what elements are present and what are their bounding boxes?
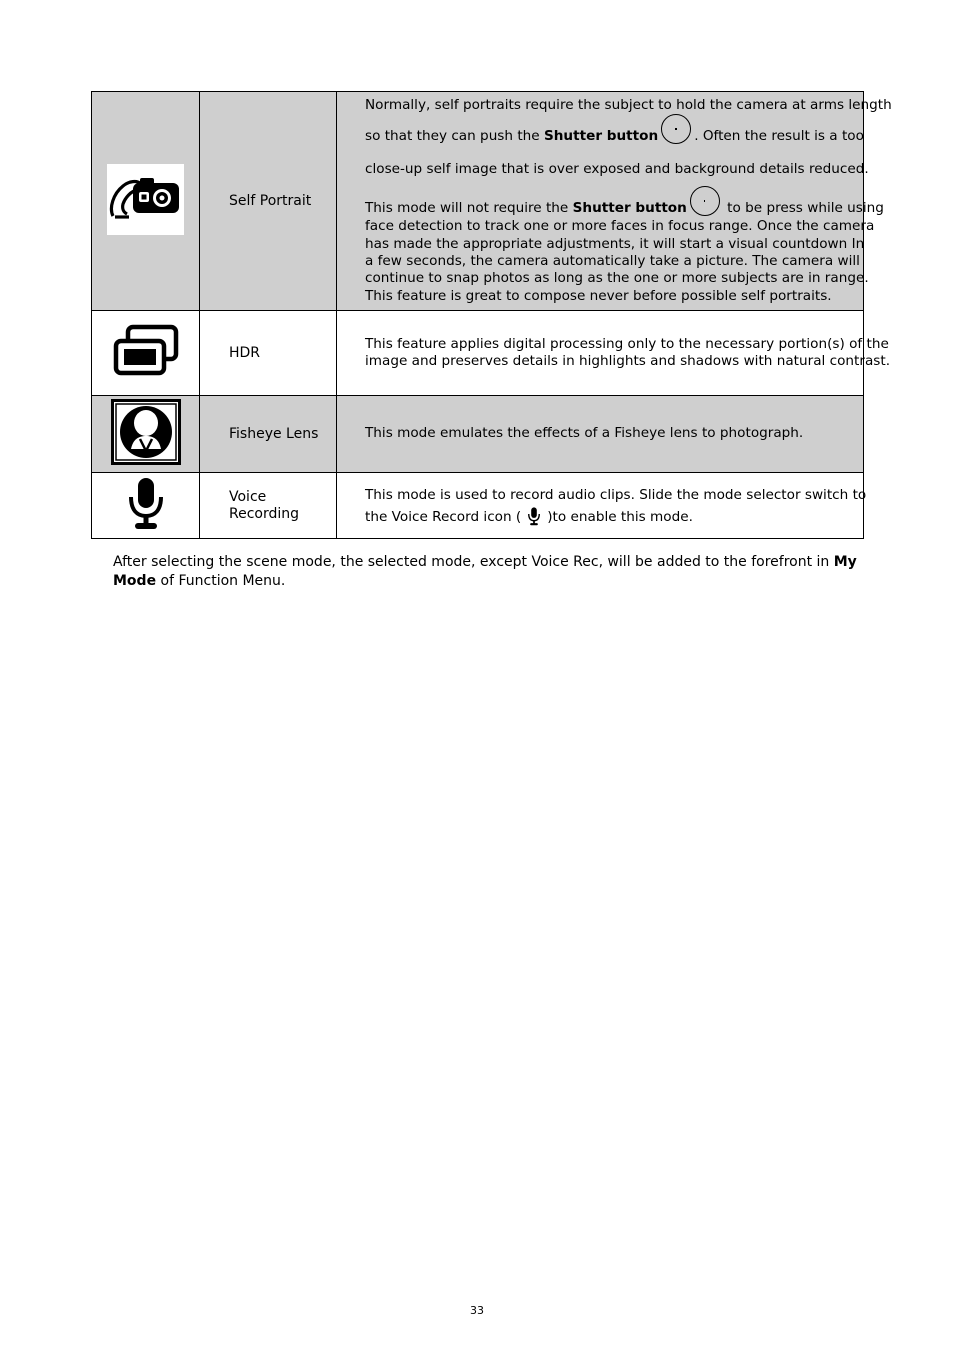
icon-cell (92, 92, 200, 311)
shutter-button-icon (690, 186, 720, 216)
mode-name: Voice Recording (200, 473, 337, 539)
table-row-voice-recording (92, 473, 864, 539)
desc-line: Normally, self portraits require the subject to hold the camera at arms length (365, 96, 892, 113)
shutter-button-icon (661, 114, 691, 144)
microphone-icon (126, 477, 166, 531)
shutter-button-label: Shutter button (543, 128, 659, 145)
desc-line: This mode emulates the effects of a Fisheye lens to photograph. (365, 425, 804, 442)
mode-name: Self Portrait (200, 92, 337, 311)
desc-line: This mode is used to record audio clips. Slide the mode selector switch to (365, 486, 867, 503)
mode-name: HDR (200, 311, 337, 396)
voice-record-icon (527, 507, 541, 526)
mode-description (337, 473, 867, 539)
scene-mode-table (91, 91, 892, 539)
fisheye-lens-icon (111, 399, 181, 465)
page-number: 33 (470, 1304, 484, 1317)
table-row-self-portrait (92, 92, 864, 311)
icon-cell (92, 473, 200, 539)
my-mode-label: My Mode (113, 554, 857, 589)
desc-line: has made the appropriate adjustments, it will start a visual countdown In (365, 235, 865, 252)
desc-line: face detection to track one or more faces in focus range. Once the camera (365, 218, 875, 235)
mode-description (337, 396, 864, 473)
desc-line: This feature is great to compose never before possible self portraits. (365, 287, 832, 304)
table-row-fisheye-lens (92, 396, 864, 473)
desc-line: close-up self image that is over exposed and background details reduced. (365, 161, 869, 178)
after-note: After selecting the scene mode, the selected mode, except Voice Rec, will be added to the forefront in My Mode of Function Menu. (113, 554, 857, 589)
icon-cell (92, 311, 200, 396)
mode-name: Fisheye Lens (200, 396, 337, 473)
table-row-hdr (92, 311, 864, 396)
mode-description (337, 311, 891, 396)
self-portrait-icon (107, 164, 184, 235)
desc-line: continue to snap photos as long as the one or more subjects are in range. (365, 270, 869, 287)
desc-line: a few seconds, the camera automatically take a picture. The camera will (365, 253, 860, 269)
desc-line: image and preserves details in highlights and shadows with natural contrast. (365, 353, 891, 369)
desc-line: This feature applies digital processing only to the necessary portion(s) of the (365, 335, 889, 352)
desc-line: so that they can push the Shutter button . Often the result is a too (365, 114, 857, 153)
mode-description (337, 92, 892, 311)
desc-line: This mode will not require the Shutter button to be press while using (365, 186, 857, 228)
shutter-button-label: Shutter button (572, 200, 687, 217)
icon-cell (92, 396, 200, 473)
hdr-icon (113, 324, 179, 378)
desc-line: the Voice Record icon ( )to enable this mode. (365, 508, 693, 525)
